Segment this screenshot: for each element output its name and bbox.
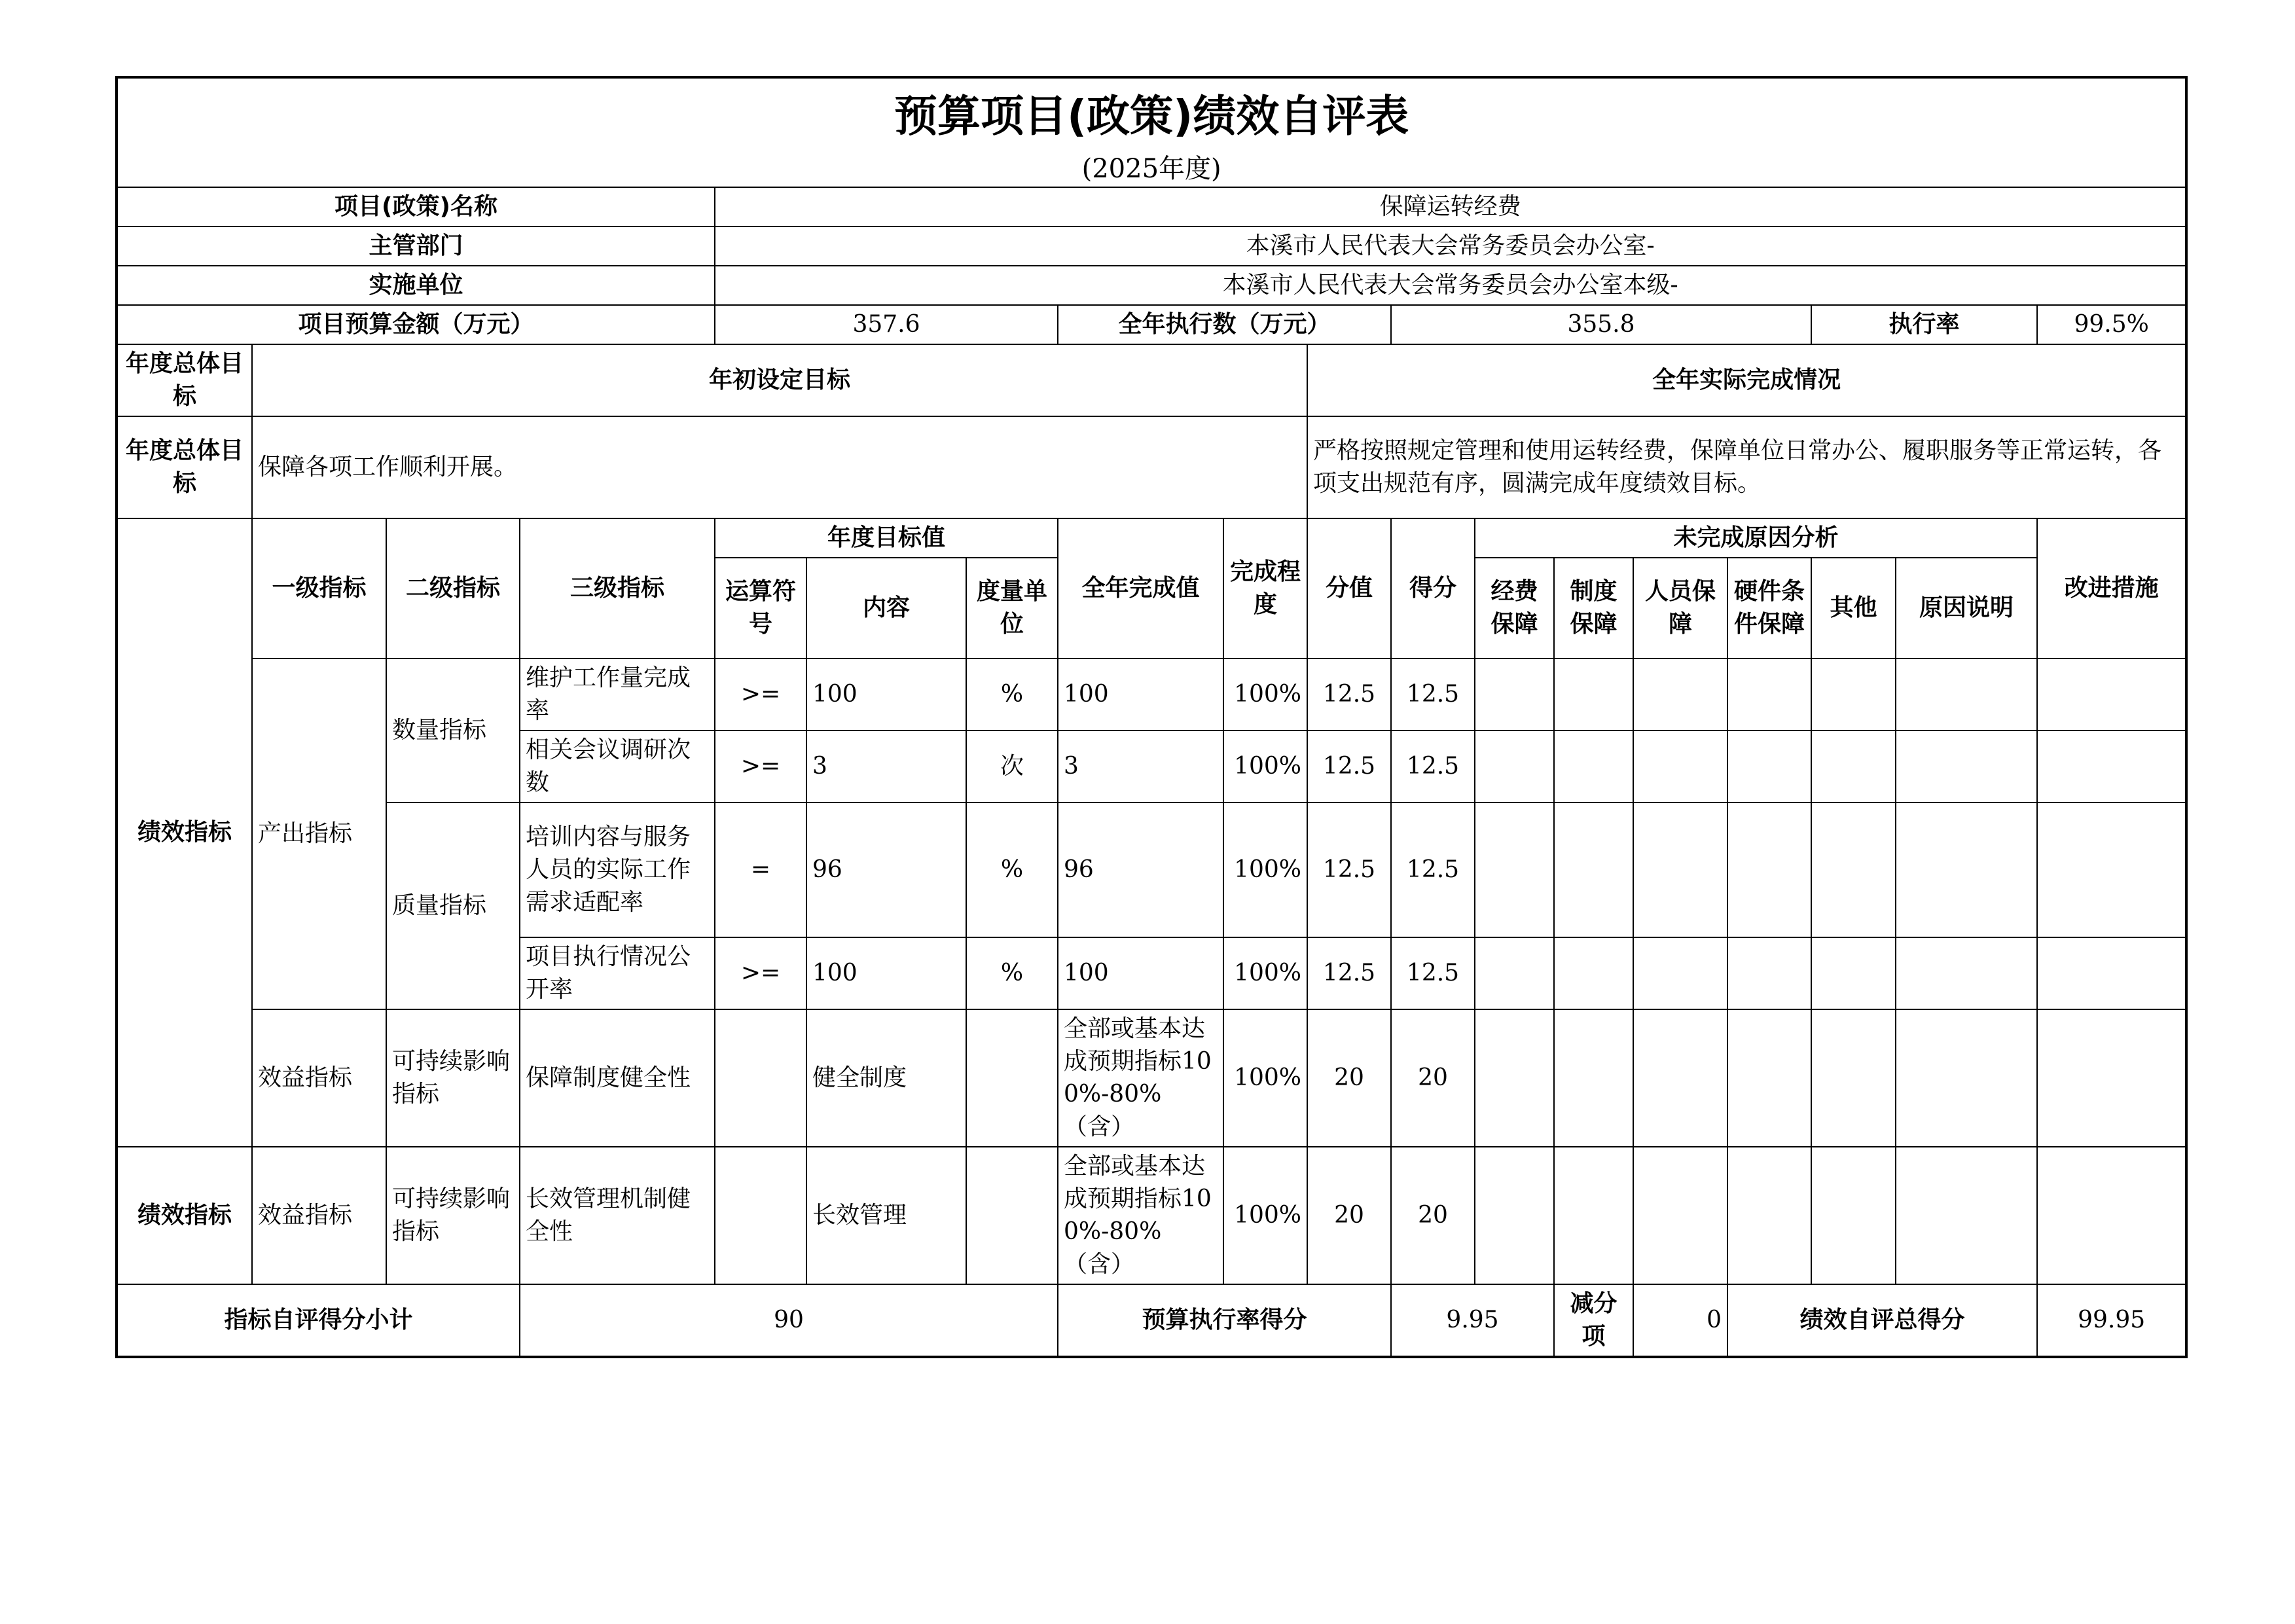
- header-level1: 一级指标: [252, 518, 386, 659]
- header-improve: 改进措施: [2037, 518, 2186, 659]
- initial-goal-text: 保障各项工作顺利开展。: [252, 416, 1307, 518]
- row-got: 12.5: [1391, 659, 1475, 731]
- empty-cell: [1554, 803, 1633, 937]
- rate-value: 99.5%: [2037, 305, 2186, 344]
- row-score: 20: [1307, 1147, 1391, 1284]
- row-actual: 3: [1058, 731, 1223, 803]
- row-content: 健全制度: [806, 1009, 966, 1147]
- row-actual: 全部或基本达成预期指标100%-80%（含）: [1058, 1009, 1223, 1147]
- goals-label-2: 年度总体目标: [117, 416, 252, 518]
- row-op: [715, 1009, 806, 1147]
- empty-cell: [1475, 937, 1554, 1009]
- budget-label: 项目预算金额（万元）: [117, 305, 715, 344]
- actual-goal-text: 严格按照规定管理和使用运转经费，保障单位日常办公、履职服务等正常运转，各项支出规范有序，圆满完成年度绩效目标。: [1307, 416, 2186, 518]
- row-score: 12.5: [1307, 803, 1391, 937]
- row-op: =: [715, 803, 806, 937]
- page-title: 预算项目(政策)绩效自评表: [117, 77, 2186, 151]
- subtotal-label: 指标自评得分小计: [117, 1284, 520, 1357]
- empty-cell: [1633, 803, 1727, 937]
- empty-cell: [1727, 803, 1811, 937]
- empty-cell: [1896, 937, 2037, 1009]
- initial-goal-header: 年初设定目标: [252, 344, 1307, 416]
- project-name-label: 项目(政策)名称: [117, 187, 715, 226]
- empty-cell: [1475, 803, 1554, 937]
- empty-cell: [1811, 1147, 1896, 1284]
- empty-cell: [1475, 659, 1554, 731]
- empty-cell: [1896, 659, 2037, 731]
- row-degree: 100%: [1223, 1009, 1307, 1147]
- empty-cell: [1811, 659, 1896, 731]
- row-unit: [966, 1009, 1058, 1147]
- exec-label: 全年执行数（万元）: [1058, 305, 1391, 344]
- perf-indicator-label-2: 绩效指标: [117, 1147, 252, 1284]
- exec-value: 355.8: [1391, 305, 1811, 344]
- perf-indicator-label: 绩效指标: [117, 518, 252, 1147]
- table-row: [117, 1147, 2186, 1284]
- project-name-value: 保障运转经费: [715, 187, 2186, 226]
- budget-score-label: 预算执行率得分: [1058, 1284, 1391, 1357]
- empty-cell: [1554, 731, 1633, 803]
- self-evaluation-form: [115, 76, 2185, 1358]
- header-r1: 经费保障: [1475, 558, 1554, 659]
- row-actual: 96: [1058, 803, 1223, 937]
- group-output: 产出指标: [252, 659, 386, 1009]
- row-content: 100: [806, 937, 966, 1009]
- header-got: 得分: [1391, 518, 1475, 659]
- row-l3: 保障制度健全性: [520, 1009, 715, 1147]
- empty-cell: [1475, 1147, 1554, 1284]
- row-degree: 100%: [1223, 803, 1307, 937]
- unit-value: 本溪市人民代表大会常务委员会办公室本级-: [715, 266, 2186, 305]
- empty-cell: [1727, 1147, 1811, 1284]
- budget-value: 357.6: [715, 305, 1058, 344]
- empty-cell: [1811, 1009, 1896, 1147]
- row-degree: 100%: [1223, 1147, 1307, 1284]
- row-degree: 100%: [1223, 659, 1307, 731]
- empty-cell: [2037, 1147, 2186, 1284]
- empty-cell: [2037, 1009, 2186, 1147]
- empty-cell: [1811, 937, 1896, 1009]
- row-unit: 次: [966, 731, 1058, 803]
- header-r4: 硬件条件保障: [1727, 558, 1811, 659]
- deduct-label: 减分项: [1554, 1284, 1633, 1357]
- group-sustain: 可持续影响指标: [386, 1009, 520, 1147]
- empty-cell: [1554, 659, 1633, 731]
- total-label: 绩效自评总得分: [1727, 1284, 2037, 1357]
- row-l3: 相关会议调研次数: [520, 731, 715, 803]
- row-got: 12.5: [1391, 731, 1475, 803]
- budget-score-value: 9.95: [1391, 1284, 1554, 1357]
- empty-cell: [2037, 659, 2186, 731]
- empty-cell: [1475, 731, 1554, 803]
- header-level2: 二级指标: [386, 518, 520, 659]
- empty-cell: [1727, 1009, 1811, 1147]
- empty-cell: [1727, 937, 1811, 1009]
- header-level3: 三级指标: [520, 518, 715, 659]
- empty-cell: [2037, 937, 2186, 1009]
- row-got: 12.5: [1391, 937, 1475, 1009]
- row-unit: %: [966, 937, 1058, 1009]
- row-l3: 培训内容与服务人员的实际工作需求适配率: [520, 803, 715, 937]
- empty-cell: [1475, 1009, 1554, 1147]
- empty-cell: [1554, 1009, 1633, 1147]
- row-op: >=: [715, 731, 806, 803]
- total-value: 99.95: [2037, 1284, 2186, 1357]
- empty-cell: [1633, 659, 1727, 731]
- header-target-group: 年度目标值: [715, 518, 1058, 558]
- empty-cell: [1633, 1009, 1727, 1147]
- subtotal-value: 90: [520, 1284, 1058, 1357]
- row-score: 12.5: [1307, 659, 1391, 731]
- row-got: 12.5: [1391, 803, 1475, 937]
- table-row: [117, 803, 2186, 937]
- group-benefit: 效益指标: [252, 1009, 386, 1147]
- empty-cell: [1554, 1147, 1633, 1284]
- row-l3: 维护工作量完成率: [520, 659, 715, 731]
- row-degree: 100%: [1223, 937, 1307, 1009]
- header-actual: 全年完成值: [1058, 518, 1223, 659]
- header-unit: 度量单位: [966, 558, 1058, 659]
- group-benefit-2: 效益指标: [252, 1147, 386, 1284]
- page-subtitle: (2025年度): [117, 151, 2186, 187]
- empty-cell: [2037, 731, 2186, 803]
- empty-cell: [2037, 803, 2186, 937]
- row-score: 12.5: [1307, 731, 1391, 803]
- empty-cell: [1896, 1009, 2037, 1147]
- empty-cell: [1811, 803, 1896, 937]
- row-l3: 长效管理机制健全性: [520, 1147, 715, 1284]
- row-got: 20: [1391, 1147, 1475, 1284]
- row-score: 20: [1307, 1009, 1391, 1147]
- empty-cell: [1554, 937, 1633, 1009]
- row-actual: 100: [1058, 659, 1223, 731]
- header-r6: 原因说明: [1896, 558, 2037, 659]
- group-sustain-2: 可持续影响指标: [386, 1147, 520, 1284]
- row-score: 12.5: [1307, 937, 1391, 1009]
- header-r5: 其他: [1811, 558, 1896, 659]
- dept-value: 本溪市人民代表大会常务委员会办公室-: [715, 226, 2186, 266]
- header-reason-group: 未完成原因分析: [1475, 518, 2037, 558]
- rate-label: 执行率: [1811, 305, 2037, 344]
- row-unit: %: [966, 659, 1058, 731]
- header-r2: 制度保障: [1554, 558, 1633, 659]
- row-content: 3: [806, 731, 966, 803]
- empty-cell: [1896, 1147, 2037, 1284]
- row-actual: 全部或基本达成预期指标100%-80%（含）: [1058, 1147, 1223, 1284]
- row-l3: 项目执行情况公开率: [520, 937, 715, 1009]
- row-unit: %: [966, 803, 1058, 937]
- dept-label: 主管部门: [117, 226, 715, 266]
- group-quality: 质量指标: [386, 803, 520, 1009]
- empty-cell: [1811, 731, 1896, 803]
- row-got: 20: [1391, 1009, 1475, 1147]
- header-r3: 人员保障: [1633, 558, 1727, 659]
- row-actual: 100: [1058, 937, 1223, 1009]
- row-op: >=: [715, 937, 806, 1009]
- header-degree: 完成程度: [1223, 518, 1307, 659]
- empty-cell: [1896, 803, 2037, 937]
- row-op: [715, 1147, 806, 1284]
- row-degree: 100%: [1223, 731, 1307, 803]
- table-row: [117, 1009, 2186, 1147]
- empty-cell: [1896, 731, 2037, 803]
- evaluation-table: [115, 76, 2188, 1358]
- deduct-value: 0: [1633, 1284, 1727, 1357]
- empty-cell: [1633, 937, 1727, 1009]
- header-op: 运算符号: [715, 558, 806, 659]
- actual-goal-header: 全年实际完成情况: [1307, 344, 2186, 416]
- empty-cell: [1633, 1147, 1727, 1284]
- row-unit: [966, 1147, 1058, 1284]
- header-score: 分值: [1307, 518, 1391, 659]
- empty-cell: [1727, 731, 1811, 803]
- goals-label: 年度总体目标: [117, 344, 252, 416]
- row-content: 96: [806, 803, 966, 937]
- table-row: [117, 659, 2186, 731]
- row-content: 长效管理: [806, 1147, 966, 1284]
- empty-cell: [1727, 659, 1811, 731]
- row-content: 100: [806, 659, 966, 731]
- header-content: 内容: [806, 558, 966, 659]
- row-op: >=: [715, 659, 806, 731]
- unit-label: 实施单位: [117, 266, 715, 305]
- empty-cell: [1633, 731, 1727, 803]
- group-quantity: 数量指标: [386, 659, 520, 803]
